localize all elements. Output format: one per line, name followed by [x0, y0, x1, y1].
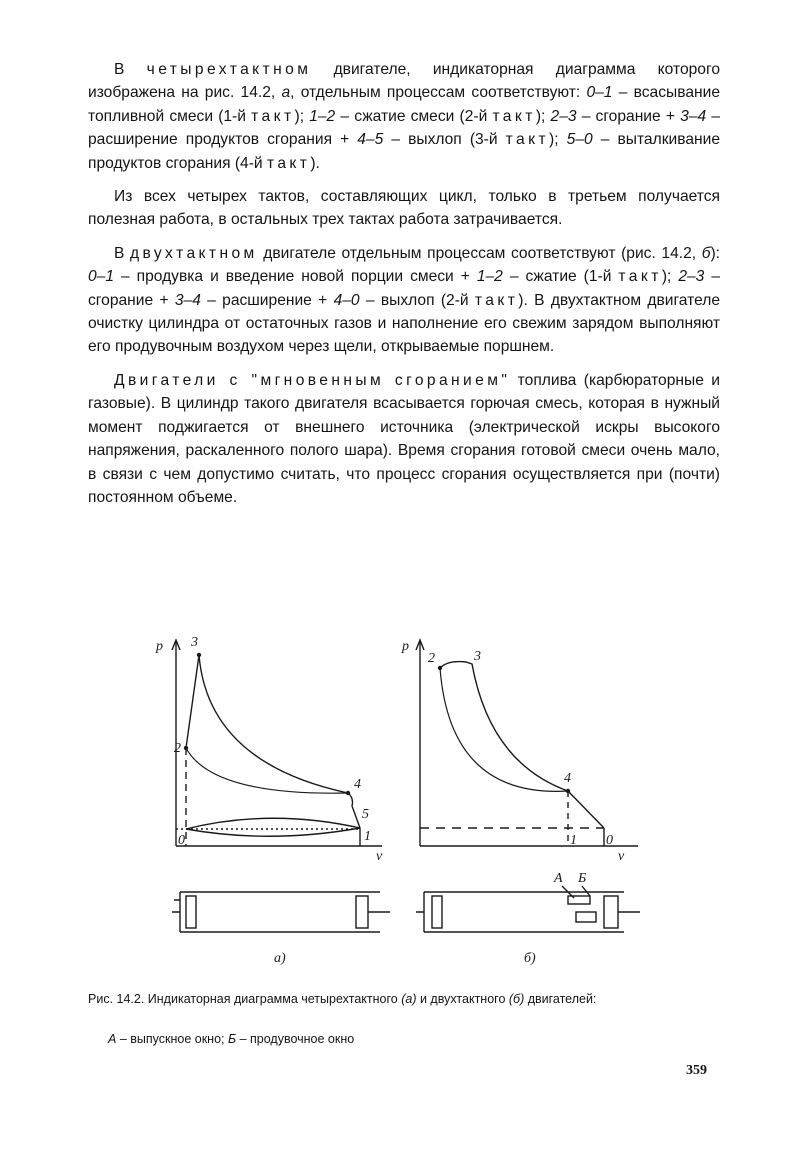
diagram-a-point-5: 5: [362, 807, 369, 822]
process-label: 4–0: [333, 291, 360, 309]
diagram-b-point-2: 2: [428, 651, 435, 666]
spaced-term: четырехтактном: [146, 61, 312, 78]
point-a-3-marker: [197, 653, 201, 657]
point-a-4-marker: [346, 791, 350, 795]
scavenge-port-leader: [582, 886, 590, 896]
diagram-a-point-1: 1: [364, 829, 371, 844]
caption-text: и двухтактного: [416, 992, 509, 1006]
text-run: – сжатие смеси (2-й: [335, 107, 493, 125]
text-run: ).: [310, 154, 320, 172]
text-run: – всасывание топливной смеси (1-й: [88, 84, 720, 125]
scavenge-port-label: Б: [578, 871, 587, 886]
legend-a-text: – выпускное окно;: [116, 1032, 228, 1046]
point-b-4-marker: [566, 789, 570, 793]
spaced-term: такт: [251, 107, 295, 125]
diagram-a-point-3: 3: [191, 635, 198, 650]
paragraph-useful-work: Из всех четырех тактов, составляющих цикл, только в третьем получается полезная работа, в остальных трех тактах работа затрачивается.: [88, 188, 720, 229]
paragraph-four-stroke: [88, 58, 720, 175]
diagram-b-point-0: 0: [606, 833, 613, 848]
process-label: 5–0: [566, 131, 593, 149]
cylinder-b-head: [416, 892, 424, 932]
process-label: 3–4: [174, 291, 201, 309]
paragraph-instant-combustion: [88, 369, 720, 509]
text-run: В: [114, 244, 131, 262]
caption-text: двигателей:: [524, 992, 597, 1006]
diagram-b-combustion-expansion: [440, 662, 604, 828]
diagram-b-point-3: 3: [474, 649, 481, 664]
text-run: – выхлоп (3-й: [383, 131, 506, 149]
diagram-b-point-1: 1: [570, 833, 577, 848]
diagram-b-point-4: 4: [564, 771, 571, 786]
spaced-term: такт: [492, 107, 536, 125]
exhaust-port-label: А: [554, 871, 563, 886]
process-label: 4–5: [357, 131, 384, 149]
diagram-a-intake-exhaust-loop: [186, 818, 360, 836]
process-label: 1–2: [309, 107, 336, 125]
caption-ref-a: (а): [401, 992, 417, 1006]
text-run: );: [535, 107, 551, 125]
text-run: , отдельным процессам соответствуют:: [290, 84, 587, 102]
text-run: – сгорание +: [88, 268, 720, 309]
diagram-b-v-label: v: [618, 849, 625, 864]
text-run: – выталкивание продуктов сгорания (4-й: [88, 131, 721, 172]
cylinder-a-head: [172, 892, 180, 932]
figure-ref: б: [701, 244, 711, 262]
piston-a-bdc: [356, 896, 368, 928]
text-run: – выхлоп (2-й: [359, 291, 475, 309]
paragraph-two-stroke: [88, 242, 720, 359]
diagram-b-sublabel: б): [524, 951, 536, 966]
text-run: двигателе, индикаторная диаграмма которого изображена на рис. 14.2,: [88, 61, 720, 102]
caption-ref-b: (б): [508, 992, 525, 1006]
diagram-a-compression-combustion-expansion: [186, 655, 360, 828]
process-label: 2–3: [678, 268, 705, 286]
spaced-term: такт: [505, 131, 550, 149]
process-label: 0–1: [88, 268, 115, 286]
indicator-diagrams-figure: [150, 628, 650, 968]
text-run: – сгорание +: [576, 107, 681, 125]
legend-b-letter: Б: [227, 1032, 237, 1046]
caption-text: Рис. 14.2. Индикаторная диаграмма четырехтактного: [88, 992, 402, 1006]
piston-b-tdc: [432, 896, 442, 928]
spaced-term: Двигатели с "мгновенным сгоранием": [114, 371, 511, 389]
legend-b-text: – продувочное окно: [236, 1032, 355, 1046]
cylinder-a-walls: [180, 892, 380, 932]
diagram-a-sublabel: а): [274, 951, 286, 966]
spaced-term: такт: [618, 268, 662, 286]
body-text: [88, 58, 720, 519]
text-run: – продувка и введение новой порции смеси +: [114, 268, 477, 286]
diagram-b-p-label: p: [402, 639, 409, 654]
diagram-a-point-0: 0: [178, 833, 185, 848]
diagram-a-point-4: 4: [354, 777, 361, 792]
text-run: – сжатие (1-й: [502, 268, 619, 286]
text-run: );: [661, 268, 679, 286]
process-label: 1–2: [476, 268, 503, 286]
diagram-a-v-label: v: [376, 849, 383, 864]
piston-b-bdc: [604, 896, 618, 928]
spaced-term: такт: [266, 154, 311, 172]
page-number: 359: [686, 1063, 707, 1078]
text-run: В: [114, 61, 147, 78]
piston-a-tdc: [186, 896, 196, 928]
exhaust-port-window: [568, 896, 590, 904]
diagram-a-point-2: 2: [174, 741, 181, 756]
legend-a-letter: А: [108, 1032, 117, 1046]
text-run: ):: [710, 244, 720, 262]
figure-legend: [108, 1030, 740, 1048]
text-run: топлива (карбюраторные и газовые). В цилиндр такого двигателя всасывается горючая смесь, которая в нужный момент поджигается от внешнего источника (электрической искры высокого напряжения, раскаленного полого шара). Время сгорания готовой смеси очень мало, в связи с чем допустимо считать, что процесс сгорания осуществляется при (почти) постоянном объеме.: [88, 371, 720, 506]
spaced-term: такт: [474, 291, 519, 309]
scavenge-port-window: [576, 912, 596, 922]
figure-caption: [88, 990, 720, 1008]
diagram-a-p-label: p: [156, 639, 163, 654]
figure-ref: а: [281, 84, 291, 102]
process-label: 2–3: [550, 107, 577, 125]
spaced-term: двухтактном: [130, 244, 258, 262]
text-run: );: [549, 131, 567, 149]
text-run: );: [294, 107, 310, 125]
point-a-2-marker: [184, 746, 188, 750]
text-run: двигателе отдельным процессам соответствуют (рис. 14.2,: [257, 244, 702, 262]
text-run: ). В двухтактном двигателе очистку цилиндра от остаточных газов и наполнение его свежим зарядом выполняют его продувочным воздухом через щели, открываемые поршнем.: [88, 291, 721, 356]
diagram-b-compression-curve: [440, 668, 568, 791]
text-run: – расширение +: [200, 291, 334, 309]
process-label: 3–4: [680, 107, 707, 125]
text-run: – расширение продуктов сгорания +: [88, 107, 720, 149]
process-label: 0–1: [586, 84, 613, 102]
point-b-2-marker: [438, 666, 442, 670]
